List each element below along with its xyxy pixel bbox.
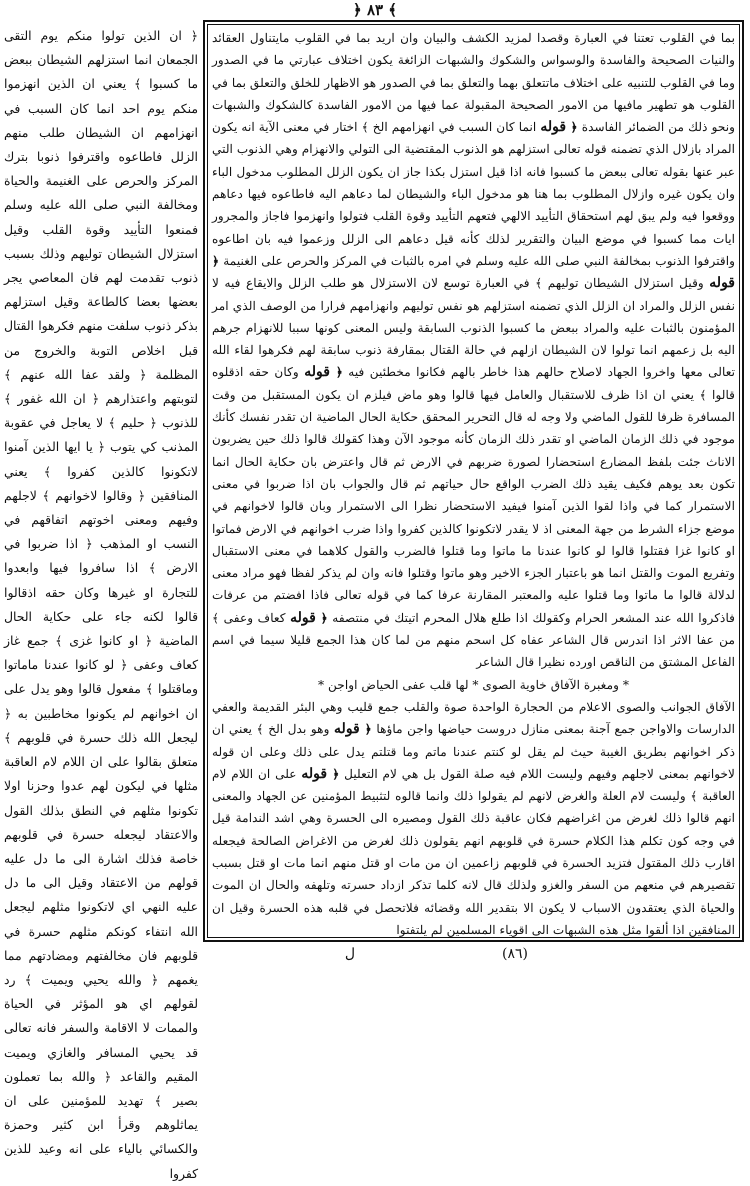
paragraph-text: بما في القلوب تعتنا في العبارة وقصدا لمزيد الكشف والبيان وان اريد بما في القلوب مايتناول العقائد والنيات الصحيحة والفاسدة والوسواس والشكوك والشبهات الزائغة يكون اختلاف عبارتي ما في الصدور وما في القلوب للتنبيه على اختلاف ماتتعلق بهما والتعلق بما في الصدور هو الاظهار للخلق والتعلق بما في القلوب هو تطهير مافيها من الامور الصحيحة المقبولة عما فيها من الامور الفاسدة كالشكوك والشبهات ونحو ذلك من الضمائر الفاسدة [212, 31, 736, 135]
qawluh-heading: قوله [540, 119, 567, 136]
ornament: ﴿ [315, 610, 328, 625]
qawluh-heading: قوله [304, 364, 330, 381]
main-paragraph [212, 696, 735, 941]
ornament: ﴿ [212, 253, 220, 268]
ornament: ﴿ [359, 722, 372, 737]
signature-mark: ل [344, 946, 356, 962]
ornament: ﴿ [329, 365, 343, 380]
main-commentary [212, 27, 735, 935]
margin-paragraph: ﴿ ان الذين تولوا منكم يوم التقى الجمعان انما استزلهم الشيطان ببعض ما كسبوا ﴾ يعني ان الذين انهزموا منكم يوم احد انما كان السبب في انهزامهم ان الشيطان طلب منهم الزلل فاطاعوه واقترفوا ذنوبا بترك المركز والحرص على الغنيمة والحياة ومخالفة النبي صلى الله عليه وسلم فمنعوا التأييد وقوة القلب وقيل استزلال الشيطان توليهم وذلك بسبب ذنوب تقدمت لهم فان المعاصي يجر بعضها بعضا كالطاعة وقيل استزلهم بذكر ذنوب سلفت منهم فكرهوا القتال قبل اخلاص التوبة والخروج من المظلمة ﴿ ولقد عفا الله عنهم ﴾ لتوبتهم واعتذارهم ﴿ ان الله غفور ﴾ للذنوب ﴿ حليم ﴾ لا يعاجل في عقوبة المذنب كي يتوب ﴿ يا ايها الذين آمنوا لاتكونوا كالذين كفروا ﴾ يعني المنافقين ﴿ وقالوا لاخوانهم ﴾ لاجلهم وفيهم ومعنى اخوتهم اتفاقهم في النسب او المذهب ﴿ اذا ضربوا في الارض ﴾ اذا سافروا فيها وابعدوا للتجارة او غيرها وكان حقه اذقالوا قالوا لكنه جاء على حكاية الحال الماضية ﴿ او كانوا غزى ﴾ جمع غاز كعاف وعفى ﴿ لو كانوا عندنا ماماتوا وماقتلوا ﴾ مفعول قالوا وهو يدل على ان اخوانهم لم يكونوا مخاطبين به ﴿ ليجعل الله ذلك حسرة في قلوبهم ﴾ متعلق بقالوا على ان اللام لام العاقبة مثلها في ليكون لهم عدوا وحزنا اولا تكونوا مثلهم في النطق بذلك القول والاعتقاد ليجعله حسرة في قلوبهم خاصة فذلك اشارة الى ما دل عليه قولهم من الاعتقاد وقيل الى ما دل عليه النهي اي لاتكونوا مثلهم ليجعل الله انتفاء كونكم مثلهم حسرة في قلوبهم فان مخالفتهم ومضادتهم مما يغمهم ﴿ والله يحيي ويميت ﴾ رد لقولهم اي هو المؤثر في الحياة والممات لا الاقامة والسفر فانه تعالى قد يحيي المسافر والغازي ويميت المقيم والقاعد ﴿ والله بما تعملون بصير ﴾ تهديد للمؤمنين على ان يماثلوهم وقرأ ابن كثير وحمزة والكسائي بالياء على انه وعيد للذين كفروا [4, 28, 198, 1181]
ornament: ﴿ [327, 766, 340, 781]
paragraph-text: وقيل استزلال الشيطان توليهم ﴾ في العبارة توسع لان الاستزلال هو طلب الزلل والايقاع فيه لا نفس الزلل والمراد ان الزلل الذي تضمنه استزلهم هو نفس توليهم وانهزامهم فرارا من الوصف الذي امر المؤمنون بالثبات عليه والمراد ببعض ما كسبوا الذنوب السابقة وليس المعنى كونها سببا للانهزام جرهم اليه بل زعمهم انما تولوا لان الشيطان ازلهم في حالة القتال بمقارفة ذنوب سابقة لهم فكرهوا لقاء الله تعالى معها واخروا الجهاد لاصلاح حالهم هذا خاطر بالهم فكانوا مخطئين فيه [212, 276, 735, 380]
paragraph-text: وكان حقه اذقلوه قالوا ﴾ يعني ان اذا ظرف للاستقبال والعامل فيها قالوا وهو ماض فيلزم ان يكون المستقبل من وقت المسافرة ظرفا للقول الماضي ولا وجه له قال التحرير المحقق حكاية الحال الماضية ان تقدر نفسك كأنك موجود في ذلك الزمان الماضي او تقدر ذلك الزمان كأنه موجود الآن وهذا كقولك قالوا ذلك حين يضربون الاناث جئت بلفظ المضارع استحضارا لصورة ضربهم في الارض ثم قال واعترض بان حكاية الحال انما تكون بعد يوهم فكيف يقيد ذلك الضرب الواقع حال حياتهم ثم قال والجواب بان اذا ضربوا في معنى الاستمرار كما في واذا لقوا الذين آمنوا فيفيد الاستحضار نظرا الى الاستمرار وبان قالوا لاخوانهم في موضع جزاء الشرط من جهة المعنى اذ لا يقدر لاتكونوا كالذين كفروا واذا ضرب اخوانهم في الارض فماتوا او كانوا غزا فقتلوا قالوا لو كانوا عندنا ما ماتوا وما قتلوا فالضرب والقول كلاهما في معنى الاستقبال وتفريع الموت والقتل انما هو باعتبار الجزء الاخير وهو ماتوا وقتلوا فانه وان لم يذكر لفظا فهو مراد معنى لدلالة قالوا ما ماتوا وما قتلوا عليه والمعتبر المقارنة عرفا كما في قوله تعالى فاذا افضتم من عرفات فاذكروا الله عند المشعر الحرام وكقولك اذا طلع هلال المحرم اتيتك في منتصفه [212, 365, 736, 625]
margin-commentary [4, 24, 198, 1181]
ornament: ﴿ [566, 120, 578, 135]
paragraph-text: الآفاق الجوانب والصوى الاعلام من الحجارة الواحدة صوة والقلب جمع قليب وهي البئر القديمة والعفي الدارسات والاواجن جمع آجنة بمعنى منازل دروست حياضها واجن ماؤها [212, 699, 736, 737]
qawluh-heading: قوله [290, 609, 316, 626]
page-number-top: ﴿ ٨٣ ﴾ [352, 1, 398, 19]
qawluh-heading: قوله [709, 275, 735, 292]
poetry-verse: * ومغبرة الآفاق خاوية الصوى * لها قلب عفى الحياض اواجن * [318, 677, 629, 692]
qawluh-heading: قوله [301, 765, 328, 782]
main-text-frame [203, 20, 744, 942]
page-number-bottom: (٨٦) [502, 946, 528, 962]
main-paragraph [212, 27, 735, 674]
paragraph-text: انما كان السبب في انهزامهم الخ ﴾ اختار في معنى الآية انه يكون المراد بازلال الذي تضمنه قوله تعالى استزلهم هو الذنوب المقتضية الى التولي والانهزام وهي الذنوب التي عبر عنها بقوله تعالى ببعض ما كسبوا فانه اذا قيل استزل بكذا جاز ان يكون الزلل المطلوب مدخول الباء وان يكون غيره وازلال المطلوب بما هنا هو مدخول الباء والشيطان لما دعاهم اليه فاطاعوه فيها دعاهم ووقعوا فيه ولم يبق لهم استحقاق التأييد الالهي فتعهم التأييد وقوة القلب فتولوا وانهزموا فاجاز والمجرور ايات مما كسبوا في موضع البيان والتقرير لذلك كأنه قيل دعاهم الى الزلل وزعموا فيه بان اطاعوه واقترفوا الذنوب بمخالفة النبي صلى الله عليه وسلم في امره بالثبات في المركز والحرص على الغنيمة [212, 120, 735, 268]
paragraph-text: وهو بدل الخ ﴾ يعني ان ذكر اخوانهم بطريق الغيبة حيث لم يقل لو كنتم عندنا ماتم وما قتلتم يدل على ذلك وعلى ان قوله لاخوانهم بمعنى لاجلهم وفيهم وليست اللام فيه صلة القول بل هي لام التعليل [212, 722, 735, 781]
paragraph-text: على ان اللام لام العاقبة ﴾ وليست لام العلة والغرض لانهم لم يقولوا ذلك وانما قالوه لتثبيط المؤمنين عن الجهاد والمعنى انهم قالوا ذلك لغرض من اغراضهم فكان عاقبة ذلك القول ومصيره الى الحسرة وهي اشد الندامة قيل في وجه كون تكلم هذا الكلام حسرة في قلوبهم انهم يقولون ذلك لغرض من الاغراض الصالحة فيجعله اقارب ذلك المقتول فتزيد الحسرة في قلوبهم زاعمين ان من مات او قتل منهم انما مات او قتل بسبب تقصيرهم في منعهم من السفر والغزو ولذلك قال لانه كلما تذكر ازداد حسرته وتلهفه والحال ان الموت والحياة الذي يعتقدون الاسباب لا يكون الا بتقدير الله وقضائه فلاتحصل في قلبه هذه الحسرة وقيل ان المنافقين اذا ألقوا مثل هذه الشبهات الى اقوياء المسلمين لم يلتفتوا [212, 766, 735, 937]
qawluh-heading: قوله [334, 721, 360, 738]
paragraph-text: كعاف وعفى ﴾ من عفا الاثر اذا اندرس قال الشاعر عفاه كل اسحم منهم من لما كان هذا الجمع قليلا سيما في اسم الفاعل المشتق من الناقص اورده نظيرا قال الشاعر [212, 610, 735, 670]
